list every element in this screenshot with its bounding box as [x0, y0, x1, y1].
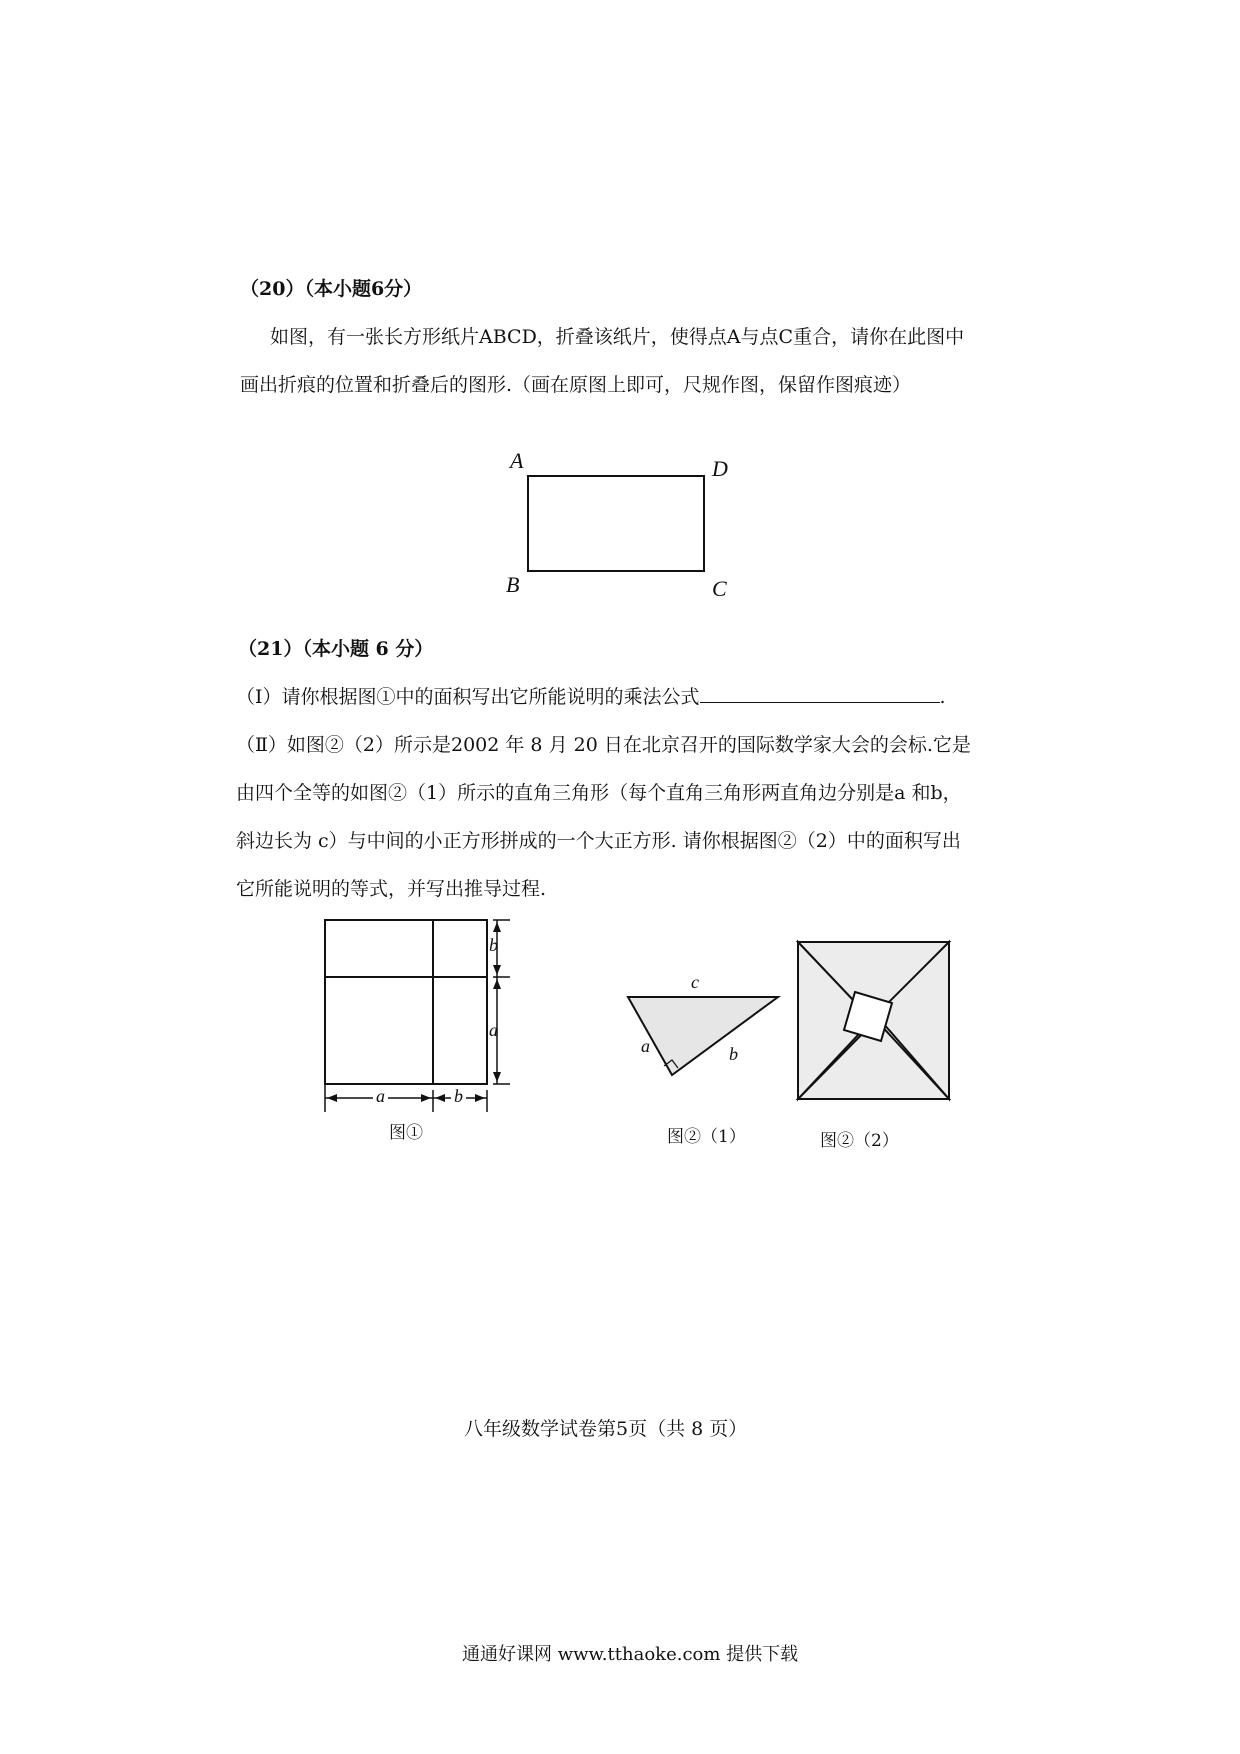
q21-part2-line1: （Ⅱ）如图②（2）所示是2002 年 8 月 20 日在北京召开的国际数学家大会的会标.它是	[236, 734, 971, 756]
fig2-1-caption: 图②（1）	[667, 1127, 746, 1147]
fig1-outer-square	[325, 920, 487, 1084]
fig1-label-b-right: b	[489, 935, 498, 955]
page-footer: 八年级数学试卷第5页（共 8 页）	[464, 1418, 748, 1440]
q21-header: （21）（本小题 6 分）	[238, 638, 434, 660]
fig2-1-label-a: a	[641, 1036, 650, 1056]
figure-1	[325, 920, 510, 1112]
q21-part1-text: （Ⅰ）请你根据图①中的面积写出它所能说明的乘法公式	[236, 686, 700, 708]
fig1-label-a-bottom: a	[373, 1086, 388, 1107]
label-d: D	[712, 456, 728, 481]
label-a: A	[510, 448, 524, 473]
fig1-caption: 图①	[389, 1123, 423, 1143]
label-c: C	[712, 576, 727, 601]
figure-2-2	[798, 942, 949, 1099]
fig1-label-a-right: a	[489, 1020, 498, 1040]
q21-part2-line4: 它所能说明的等式，并写出推导过程.	[236, 878, 547, 900]
q21-part1-end: .	[939, 686, 946, 708]
figure-2-1	[628, 997, 778, 1075]
fig2-2-caption: 图②（2）	[820, 1131, 899, 1151]
q21-part2-line2: 由四个全等的如图②（1）所示的直角三角形（每个直角三角形两直角边分别是a 和b，	[236, 782, 962, 804]
right-triangle	[628, 997, 778, 1075]
label-b: B	[506, 572, 520, 597]
fig1-label-b-bottom: b	[451, 1086, 466, 1107]
q20-line2: 画出折痕的位置和折叠后的图形.（画在原图上即可，尺规作图，保留作图痕迹）	[240, 374, 912, 396]
fig2-1-label-c: c	[691, 972, 699, 992]
q20-header: （20）（本小题6分）	[240, 278, 423, 300]
fig2-1-label-b: b	[729, 1044, 738, 1064]
q20-line1: 如图，有一张长方形纸片ABCD，折叠该纸片，使得点A与点C重合，请你在此图中	[270, 326, 965, 348]
watermark-text: 通通好课网 www.tthaoke.com 提供下载	[462, 1644, 799, 1665]
q21-part2-line3: 斜边长为 c）与中间的小正方形拼成的一个大正方形. 请你根据图②（2）中的面积写出	[236, 830, 961, 852]
